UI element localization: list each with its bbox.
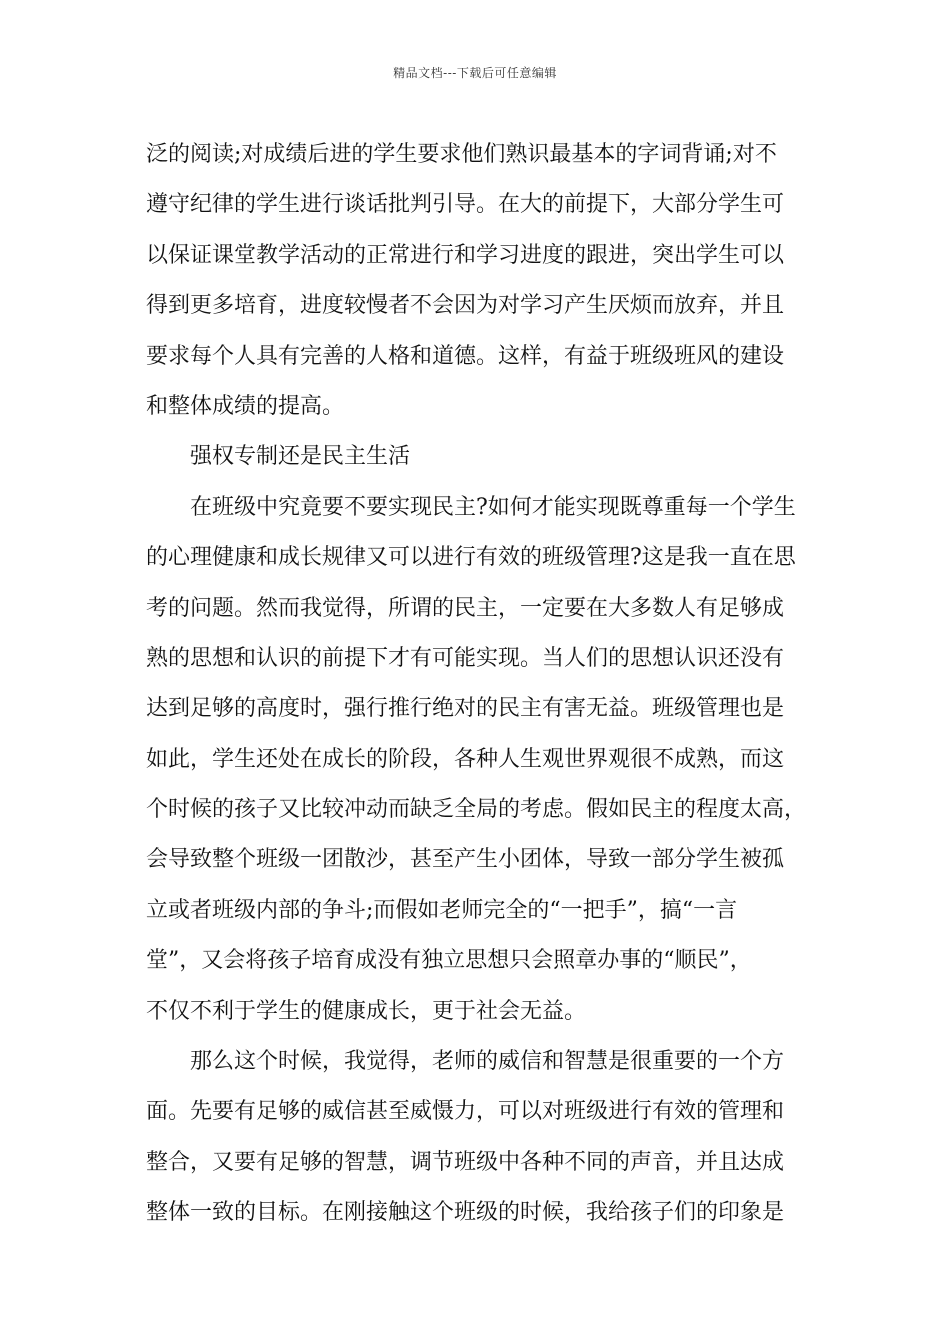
- text-line: 要求每个人具有完善的人格和道德。这样，有益于班级班风的建设: [146, 343, 785, 369]
- text-line: 和整体成绩的提高。: [146, 393, 345, 419]
- text-line: 如此，学生还处在成长的阶段，各种人生观世界观很不成熟，而这: [146, 746, 785, 772]
- text-line: 考的问题。然而我觉得，所谓的民主，一定要在大多数人有足够成: [146, 595, 785, 621]
- text-line: 以保证课堂教学活动的正常进行和学习进度的跟进，突出学生可以: [146, 242, 785, 268]
- text-line: 泛的阅读;对成绩后进的学生要求他们熟识最基本的字词背诵;对不: [146, 142, 777, 167]
- text-line: 熟的思想和认识的前提下才有可能实现。当人们的思想认识还没有: [146, 645, 785, 671]
- text-line: 面。先要有足够的威信甚至威慑力，可以对班级进行有效的管理和: [146, 1099, 785, 1125]
- text-line: 那么这个时候，我觉得，老师的威信和智慧是很重要的一个方: [190, 1049, 785, 1075]
- page-header: 精品文档---下载后可任意编辑: [393, 66, 557, 80]
- text-line: 会导致整个班级一团散沙，甚至产生小团体，导致一部分学生被孤: [146, 847, 785, 873]
- text-line: 的心理健康和成长规律又可以进行有效的班级管理?这是我一直在思: [146, 545, 796, 571]
- text-line: 强权专制还是民主生活: [190, 444, 411, 470]
- text-line: 得到更多培育，进度较慢者不会因为对学习产生厌烦而放弃，并且: [146, 293, 785, 319]
- text-line: 遵守纪律的学生进行谈话批判引导。在大的前提下，大部分学生可: [146, 192, 785, 218]
- text-line: 达到足够的高度时，强行推行绝对的民主有害无益。班级管理也是: [146, 696, 785, 722]
- text-line: 整体一致的目标。在刚接触这个班级的时候，我给孩子们的印象是: [146, 1200, 785, 1226]
- text-line: 不仅不利于学生的健康成长，更于社会无益。: [146, 998, 587, 1024]
- document-body: [146, 130, 808, 1239]
- text-line: 堂”，又会将孩子培育成没有独立思想只会照章办事的“顺民”，: [146, 948, 752, 974]
- text-line: 在班级中究竟要不要实现民主?如何才能实现既尊重每一个学生: [190, 494, 796, 520]
- text-line: 个时候的孩子又比较冲动而缺乏全局的考虑。假如民主的程度太高，: [146, 797, 807, 823]
- text-line: 整合，又要有足够的智慧，调节班级中各种不同的声音，并且达成: [146, 1149, 785, 1175]
- text-line: 立或者班级内部的争斗;而假如老师完全的“一把手”，搞“一言: [146, 897, 738, 923]
